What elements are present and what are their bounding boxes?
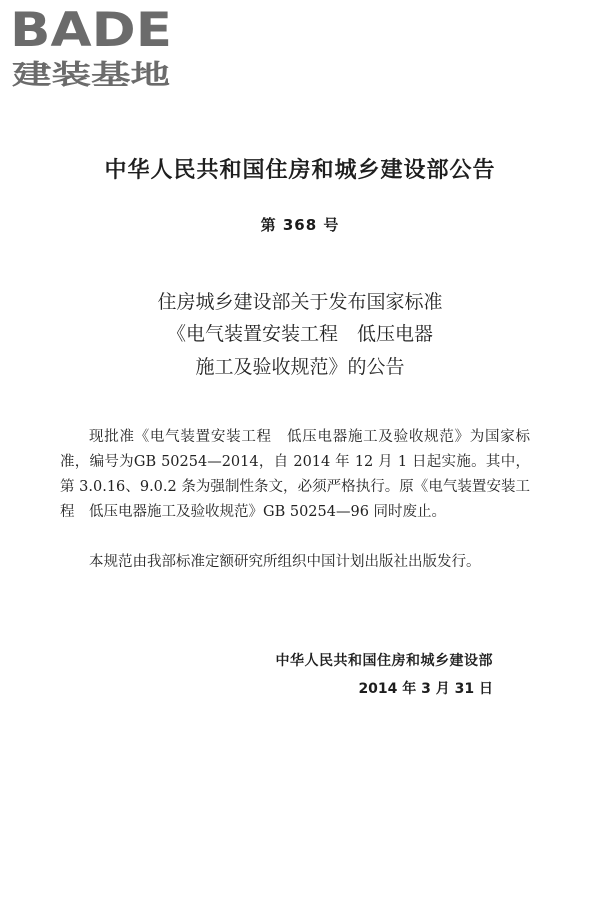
heading-line-1: 住房城乡建设部关于发布国家标准 xyxy=(157,291,443,313)
logo-chinese-text: 建装基地 xyxy=(12,60,170,90)
heading-line-2: 《电气装置安装工程 低压电器 xyxy=(166,323,433,345)
bade-logo-graphic xyxy=(10,4,176,90)
announcement-title: 中华人民共和国住房和城乡建设部公告 xyxy=(104,158,496,183)
heading-line-3: 施工及验收规范》的公告 xyxy=(195,356,405,378)
signature-date: 2014 年 3 月 31 日 xyxy=(358,681,493,697)
logo-latin-text: BADE xyxy=(10,4,172,58)
announcement-number: 第 368 号 xyxy=(260,216,340,234)
signature-organization: 中华人民共和国住房和城乡建设部 xyxy=(275,653,493,669)
body-paragraph-publication: 本规范由我部标准定额研究所组织中国计划出版社出版发行。 xyxy=(89,554,481,570)
body-paragraph-approval: 现批准《电气装置安装工程 低压电器施工及验收规范》为国家标准，编号为GB 50254—2014，自 2014 年 12 月 1 日起实施。其中，第 3.0.16、9.0.2 条为强制性条文，必须严格执行。原《电气装置安装工程 低压电器施工及验收规范》GB 50254—96 同时废止。 xyxy=(60,429,530,520)
bade-logo xyxy=(10,4,176,90)
